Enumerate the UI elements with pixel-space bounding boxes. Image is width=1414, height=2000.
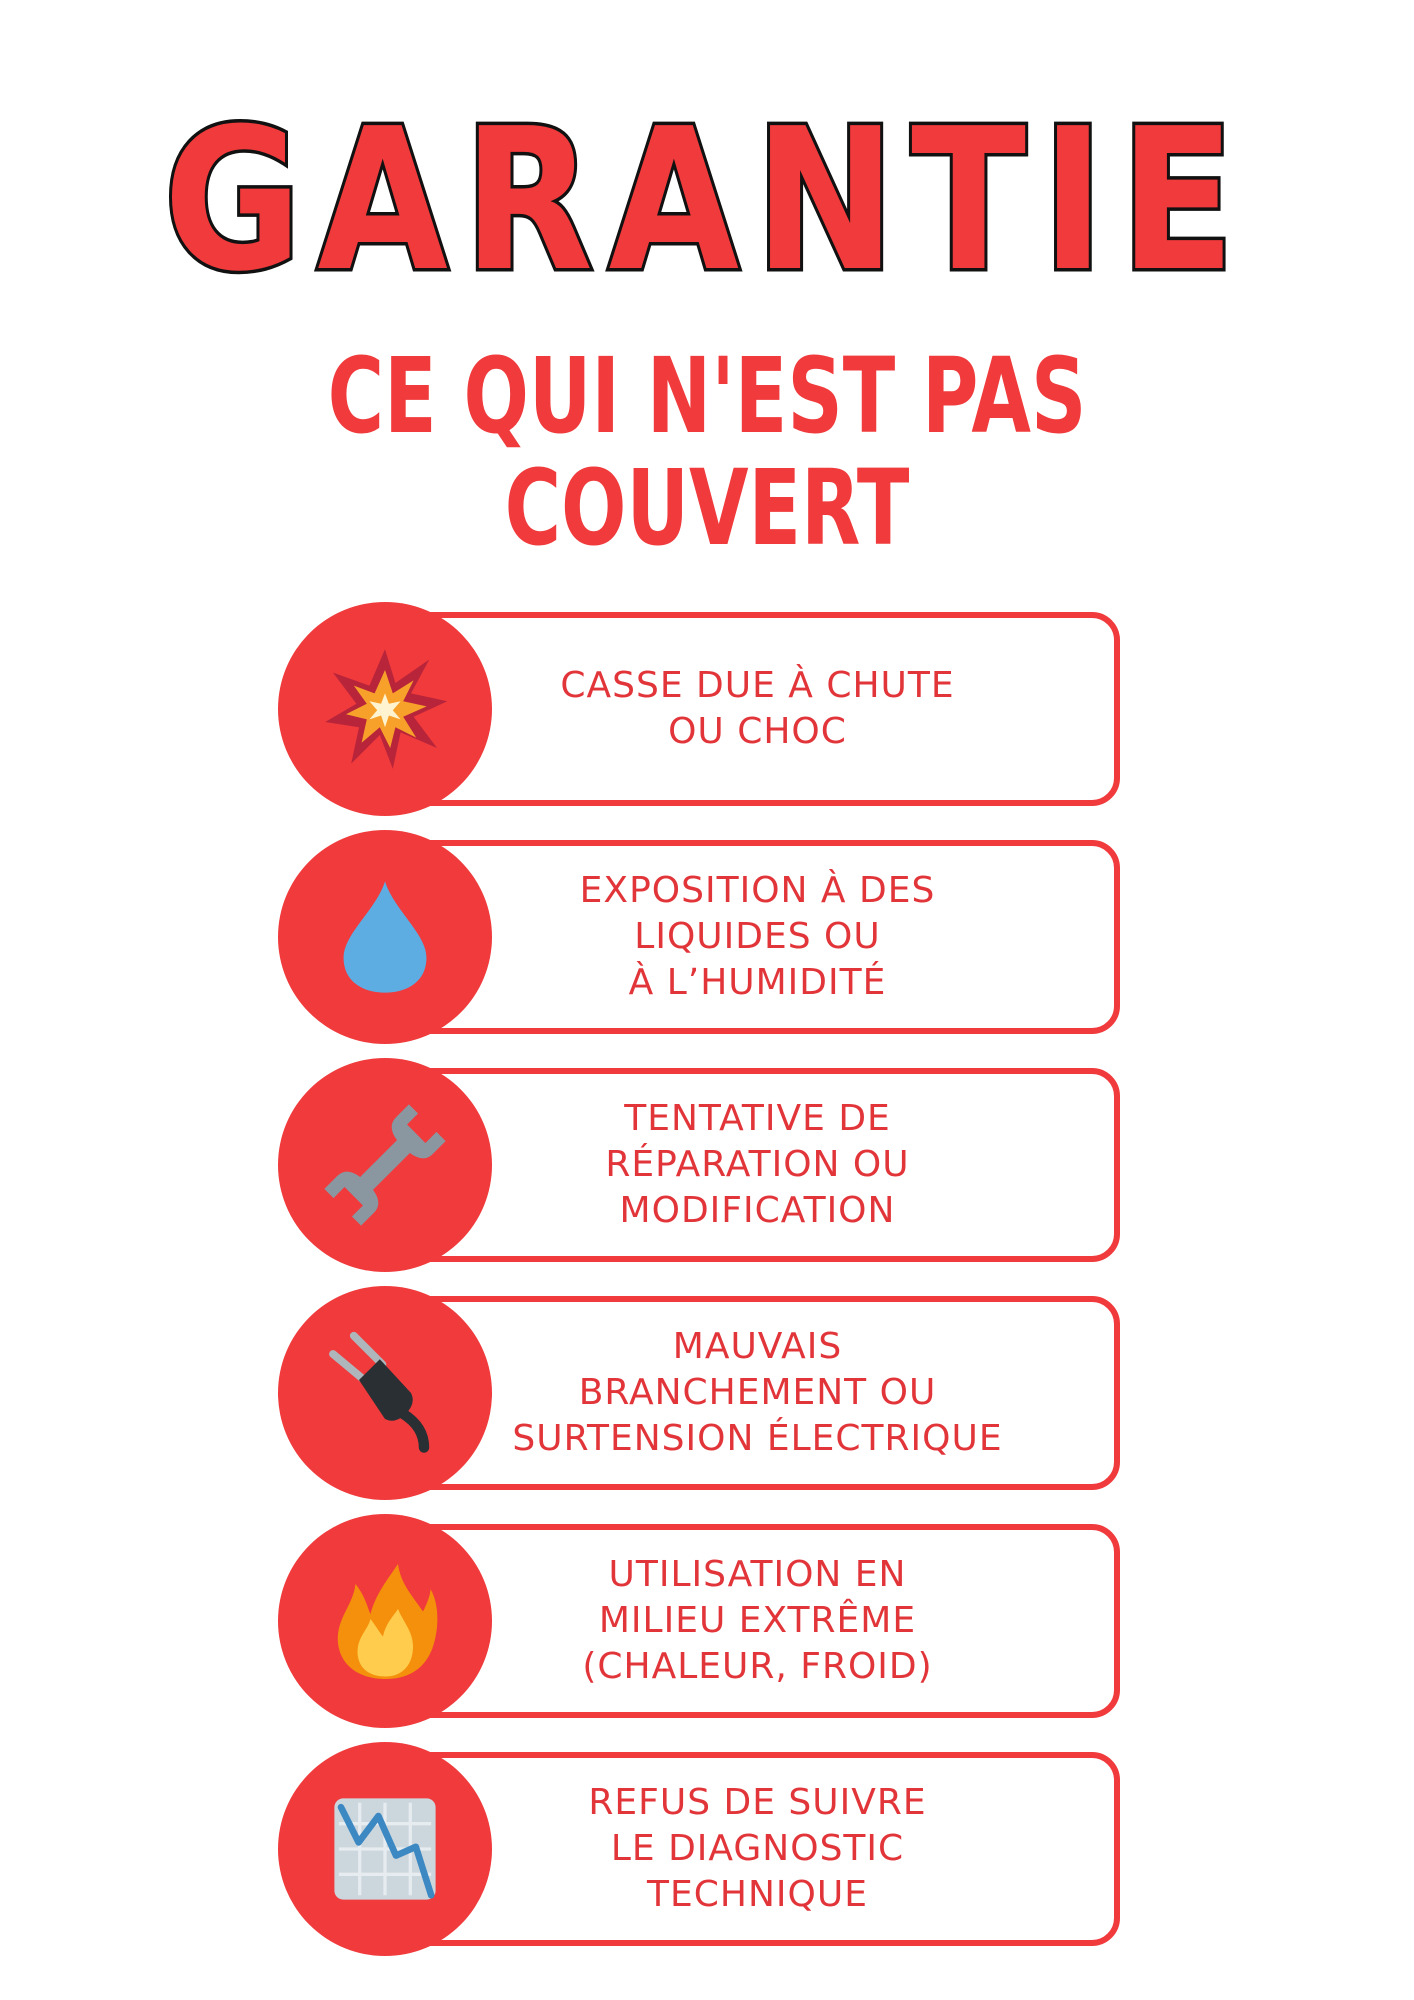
exclusion-item-electrical [0, 1286, 1414, 1506]
exclusion-text [460, 1068, 1055, 1262]
exclusion-text-line: TENTATIVE DE [624, 1098, 891, 1139]
exclusion-text-line: À L’HUMIDITÉ [628, 962, 887, 1003]
exclusion-text [460, 1524, 1055, 1718]
collision-icon [320, 644, 450, 774]
exclusion-item-breakage [0, 602, 1414, 822]
chart-decreasing-icon [330, 1794, 440, 1904]
exclusion-text [460, 612, 1055, 806]
exclusion-text-line: OU CHOC [668, 711, 847, 752]
wrench-icon [320, 1100, 450, 1230]
exclusion-text-line: RÉPARATION OU [605, 1144, 910, 1185]
exclusion-text-line: TECHNIQUE [647, 1874, 868, 1915]
exclusion-item-liquids [0, 830, 1414, 1050]
exclusion-text-line: MODIFICATION [619, 1190, 896, 1231]
droplet-icon [330, 877, 440, 997]
exclusion-item-diagnostic [0, 1742, 1414, 1962]
page-subtitle [184, 335, 1230, 569]
exclusion-text-line: CASSE DUE À CHUTE [560, 665, 955, 706]
fire-icon [323, 1559, 448, 1684]
exclusion-text-line: SURTENSION ÉLECTRIQUE [512, 1418, 1003, 1459]
icon-circle [278, 830, 492, 1044]
electric-plug-icon [320, 1328, 450, 1458]
exclusion-text-line: LE DIAGNOSTIC [610, 1828, 905, 1869]
subtitle-line-2: COUVERT [504, 447, 910, 569]
exclusion-text-line: REFUS DE SUIVRE [588, 1782, 927, 1823]
exclusion-item-extreme [0, 1514, 1414, 1734]
icon-circle [278, 1514, 492, 1728]
icon-circle [278, 1058, 492, 1272]
exclusion-text-line: EXPOSITION À DES [579, 870, 936, 911]
exclusion-text-line: LIQUIDES OU [634, 916, 881, 957]
exclusion-text [460, 1296, 1055, 1490]
exclusion-text [460, 1752, 1055, 1946]
subtitle-line-1: CE QUI N'EST PAS [327, 335, 1087, 457]
exclusion-text-line: (CHALEUR, FROID) [582, 1646, 933, 1687]
exclusion-text-line: MILIEU EXTRÊME [598, 1600, 917, 1641]
exclusion-item-repair [0, 1058, 1414, 1278]
icon-circle [278, 602, 492, 816]
exclusion-text-line: BRANCHEMENT OU [578, 1372, 937, 1413]
exclusion-text-line: MAUVAIS [672, 1326, 843, 1367]
icon-circle [278, 1286, 492, 1500]
icon-circle [278, 1742, 492, 1956]
page-title: GARANTIE [163, 87, 1251, 315]
exclusion-text [460, 840, 1055, 1034]
exclusion-text-line: UTILISATION EN [608, 1554, 907, 1595]
